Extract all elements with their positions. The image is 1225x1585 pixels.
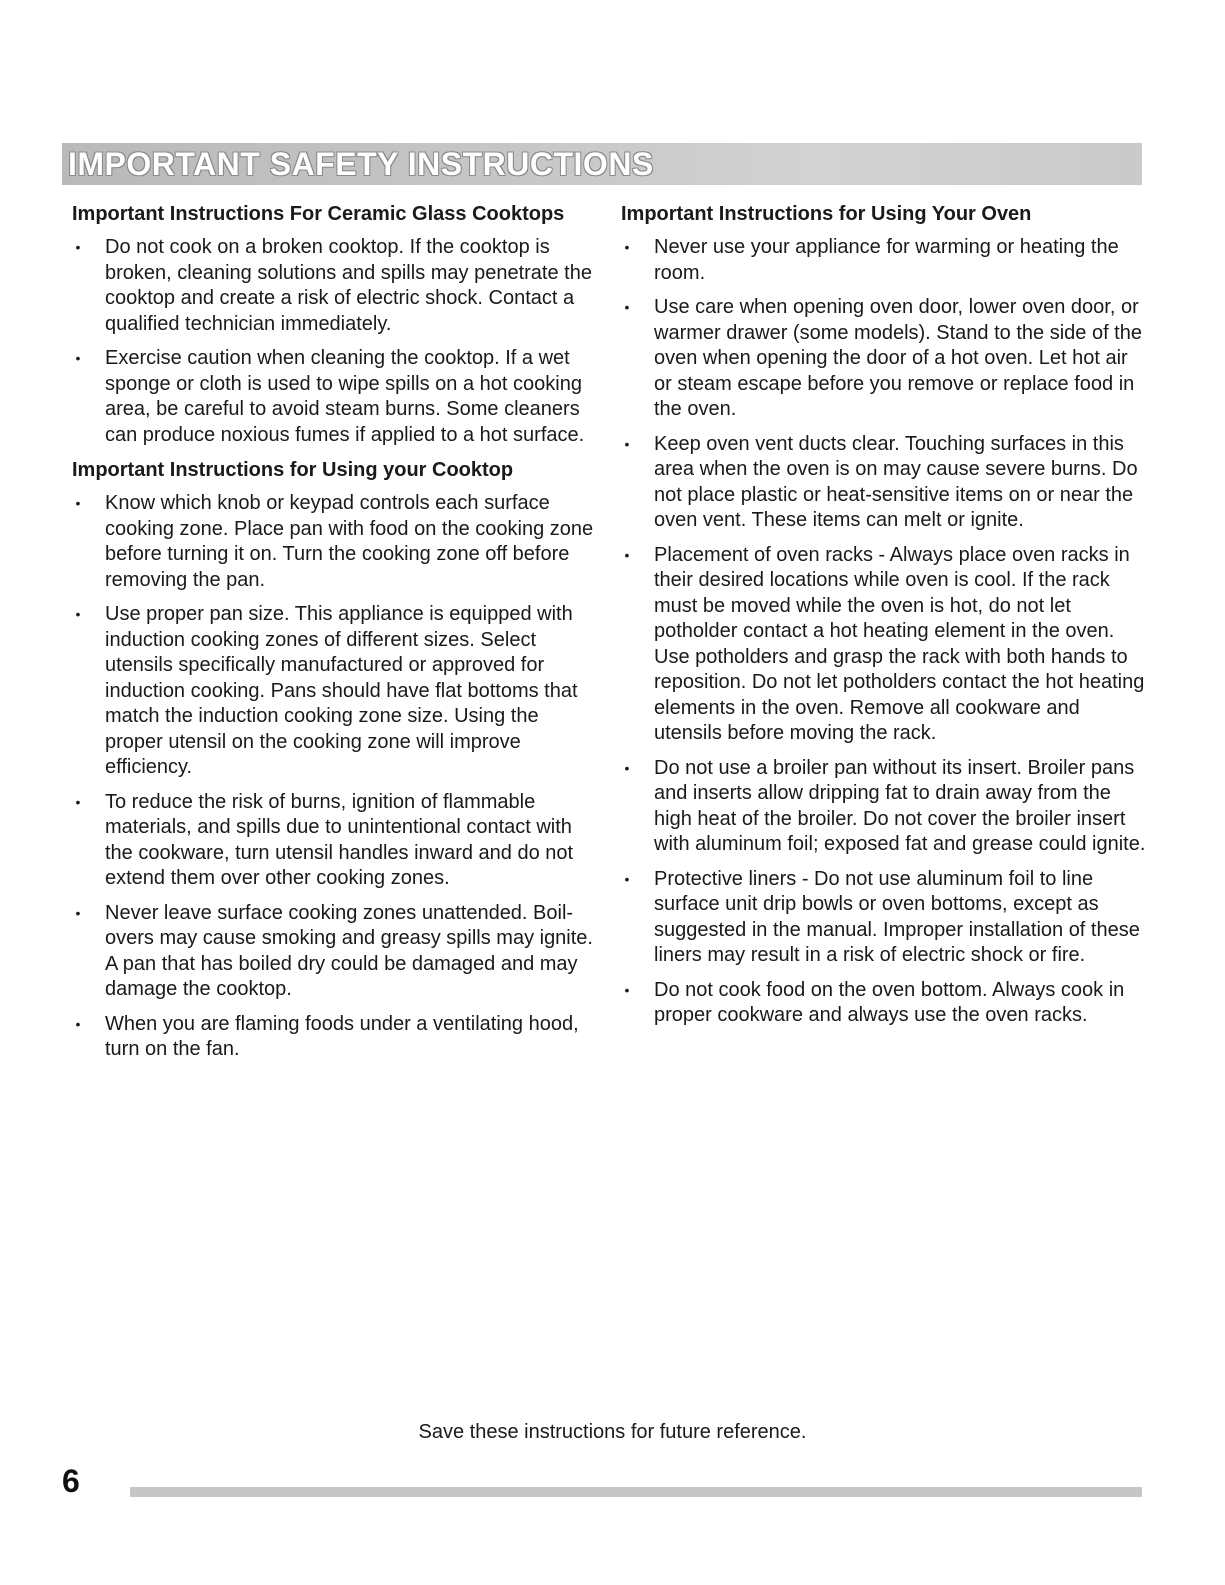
bullet-icon: • (624, 435, 630, 452)
list-item (72, 235, 597, 337)
section-heading: Important Instructions for Using your Cooktop (72, 459, 514, 481)
list-item-text: Never use your appliance for warming or heating the room. (654, 236, 1119, 284)
bullet-icon: • (624, 299, 630, 315)
list-item-text: Know which knob or keypad controls each surface cooking zone. Place pan with food on the cooking zone before turning it on. Turn the cooking zone off before removing the pan. (105, 492, 594, 591)
list-item (621, 867, 1146, 969)
list-item (621, 756, 1146, 858)
list-item-text: Use care when opening oven door, lower oven door, or warmer drawer (some models). Stand to the side of the oven when opening the door of a hot oven. Let hot air or steam escape before you remove or replace food in the oven. (654, 296, 1142, 420)
list-item (72, 901, 597, 1003)
list-item (72, 346, 597, 448)
bullet-icon: • (75, 793, 81, 810)
list-item (621, 543, 1146, 747)
bullet-list (621, 235, 1146, 1029)
list-item-text: When you are flaming foods under a ventilating hood, turn on the fan. (105, 1012, 579, 1060)
list-item (72, 491, 597, 593)
section-heading: Important Instructions For Ceramic Glass Cooktops (72, 203, 565, 225)
footer-divider-bar (130, 1487, 1142, 1497)
list-item (621, 235, 1146, 286)
bullet-icon: • (624, 239, 630, 255)
section-heading: Important Instructions for Using Your Oven (621, 203, 1032, 225)
list-item (621, 295, 1146, 423)
right-column (621, 201, 1146, 1038)
list-item (72, 1012, 597, 1063)
list-item-text: Exercise caution when cleaning the cooktop. If a wet sponge or cloth is used to wipe spills on a hot cooking area, be careful to avoid steam burns. Some cleaners can produce noxious fumes if applied to a hot surface. (105, 347, 585, 446)
list-item (621, 978, 1146, 1029)
title-banner (62, 143, 1142, 185)
bullet-icon: • (75, 495, 81, 511)
list-item (72, 602, 597, 781)
list-item-text: Do not cook on a broken cooktop. If the cooktop is broken, cleaning solutions and spills may penetrate the cooktop and create a risk of electric shock. Contact a qualified technician immediately. (105, 236, 592, 335)
list-item-text: Do not cook food on the oven bottom. Always cook in proper cookware and always use the oven racks. (654, 978, 1125, 1026)
bullet-icon: • (75, 904, 81, 921)
page-title: IMPORTANT SAFETY INSTRUCTIONS (68, 146, 654, 182)
list-item-text: Placement of oven racks - Always place oven racks in their desired locations while oven is cool. If the rack must be moved while the oven is hot, do not let potholder contact a hot heating element in the oven. Use potholders and grasp the rack with both hands to reposition. Do not let potholders contact the hot heating elements in the oven. Remove all cookware and utensils before moving the rack. (654, 543, 1145, 744)
list-item-text: Use proper pan size. This appliance is equipped with induction cooking zones of different sizes. Select utensils specifically manufactured or approved for induction cooking. Pans should have flat bottoms that match the induction cooking zone size. Using the proper utensil on the cooking zone will improve efficiency. (105, 603, 578, 778)
bullet-icon: • (624, 981, 630, 998)
bullet-icon: • (624, 759, 630, 776)
left-column (72, 201, 597, 1072)
bullet-icon: • (75, 239, 81, 255)
bullet-icon: • (624, 546, 630, 563)
bullet-icon: • (624, 870, 630, 887)
list-item-text: Protective liners - Do not use aluminum foil to line surface unit drip bowls or oven bottoms, except as suggested in the manual. Improper installation of these liners may result in a risk of electric shock or fire. (654, 867, 1140, 966)
list-item-text: To reduce the risk of burns, ignition of flammable materials, and spills due to unintentional contact with the cookware, turn utensil handles inward and do not extend them over other cooking zones. (105, 790, 574, 889)
list-item-text: Do not use a broiler pan without its insert. Broiler pans and inserts allow dripping fat to drain away from the high heat of the broiler. Do not cover the broiler insert with aluminum foil; exposed fat and grease could ignite. (654, 756, 1146, 855)
bullet-list (72, 491, 597, 1063)
list-item (72, 790, 597, 892)
list-item-text: Keep oven vent ducts clear. Touching surfaces in this area when the oven is on may cause severe burns. Do not place plastic or heat-sensitive items on or near the oven vent. These items can melt or ignite. (654, 432, 1138, 531)
list-item (621, 432, 1146, 534)
bullet-list (72, 235, 597, 448)
footer-note: Save these instructions for future reference. (418, 1421, 807, 1443)
bullet-icon: • (75, 606, 81, 622)
list-item-text: Never leave surface cooking zones unattended. Boil-overs may cause smoking and greasy spills may ignite. A pan that has boiled dry could be damaged and may damage the cooktop. (105, 901, 593, 1000)
bullet-icon: • (75, 1015, 81, 1032)
page-number: 6 (62, 1463, 80, 1499)
bullet-icon: • (75, 350, 81, 366)
